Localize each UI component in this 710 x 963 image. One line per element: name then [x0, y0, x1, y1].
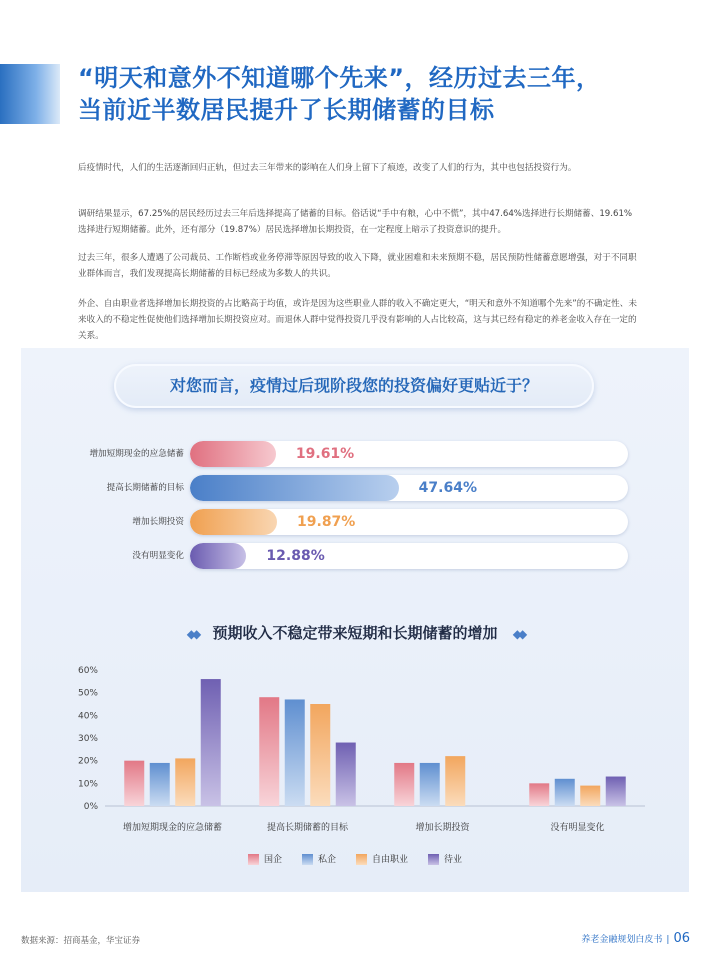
preference-bar-label: 提高长期储蓄的目标: [106, 483, 184, 493]
preference-bar-value: 47.64%: [418, 480, 477, 496]
preference-bar-label: 没有明显变化: [132, 551, 184, 561]
bar-国企: [529, 783, 549, 806]
preference-bar-fill: [190, 441, 276, 467]
legend-label: 待业: [444, 855, 463, 865]
body-paragraph-4: 外企、自由职业者选择增加长期投资的占比略高于均值，或许是因为这些职业人群的收入不确定更大，“明天和意外不知道哪个先来”的不确定性、未来收入的不稳定性促使他们选择增加长期投资应对。而退休人群中觉得投资几乎没有影响的人占比较高，这与其已经有稳定的养老金收入存在一定的关系。: [78, 299, 637, 341]
legend-item: [302, 852, 336, 865]
bar-待业: [336, 743, 356, 806]
bar-私企: [150, 763, 170, 806]
bar-国企: [394, 763, 414, 806]
preference-bar-track: [190, 509, 628, 535]
y-tick-label: 50%: [77, 688, 98, 699]
legend-swatch: [248, 854, 259, 865]
preference-bar-row: [60, 543, 630, 569]
y-tick-label: 30%: [77, 734, 98, 744]
bar-国企: [124, 761, 144, 806]
y-tick-label: 20%: [77, 756, 98, 767]
bar-私企: [555, 779, 575, 806]
legend-item: [428, 852, 462, 865]
x-category-label: 提高长期储蓄的目标: [266, 823, 349, 833]
survey-question: 对您而言，疫情过后现阶段您的投资偏好更贴近于？: [114, 364, 594, 408]
page-title-line-2: 当前近半数居民提升了长期储蓄的目标: [78, 96, 495, 124]
bar-国企: [259, 697, 279, 806]
legend-label: 自由职业: [372, 855, 409, 865]
body-paragraph-2: 调研结果显示，67.25%的居民经历过去三年后选择提高了储蓄的目标。俗话说“手中有粮，心中不慌”，其中47.64%选择进行长期储蓄、19.61%选择进行短期储蓄。此外，还有部分（19.87%）居民选择增加长期投资，在一定程度上暗示了投资意识的提升。: [78, 209, 633, 235]
book-title: 养老金融规划白皮书: [581, 935, 663, 945]
preference-bar-label: 增加长期投资: [132, 517, 184, 527]
x-category-label: 增加短期现金的应急储蓄: [122, 823, 223, 833]
x-category-label: 没有明显变化: [550, 823, 605, 833]
bar-自由职业: [580, 786, 600, 806]
bar-自由职业: [310, 704, 330, 806]
y-tick-label: 0%: [83, 802, 98, 812]
legend-item: [248, 852, 282, 865]
chart-title-text: 预期收入不稳定带来短期和长期储蓄的增加: [212, 624, 498, 642]
preference-bar-value: 19.87%: [297, 514, 356, 530]
page-title-line-1: “明天和意外不知道哪个先来”，经历过去三年，: [78, 64, 601, 92]
preference-bar-row: [60, 441, 630, 467]
preference-bar-track: [190, 475, 628, 501]
occupation-bar-chart: [60, 660, 650, 840]
preference-bar-row: [60, 509, 630, 535]
body-paragraph-1: 后疫情时代，人们的生活逐渐回归正轨，但过去三年带来的影响在人们身上留下了痕迹，改变了人们的行为，其中也包括投资行为。: [78, 163, 577, 173]
legend-swatch: [428, 854, 439, 865]
preference-bar-value: 12.88%: [266, 548, 325, 564]
legend-label: 私企: [317, 855, 336, 865]
preference-bar-fill: [190, 475, 399, 501]
preference-bar-fill: [190, 509, 277, 535]
chart-title: [0, 621, 710, 646]
footer-divider: |: [666, 935, 670, 945]
bar-待业: [201, 679, 221, 806]
body-paragraph-3: 过去三年，很多人遭遇了公司裁员、工作断档或业务停滞等原因导致的收入下降，就业困难和未来预期不稳，居民预防性储蓄意愿增强，对于不同职业群体而言，我们发现提高长期储蓄的目标已经成为多数人的共识。: [78, 253, 637, 279]
preference-bar-row: [60, 475, 630, 501]
diamond-right-icon: ◆◆: [512, 626, 524, 641]
bar-自由职业: [445, 756, 465, 806]
legend-label: 国企: [263, 855, 282, 865]
legend-swatch: [356, 854, 367, 865]
preference-bar-track: [190, 441, 628, 467]
legend-swatch: [302, 854, 313, 865]
x-category-label: 增加长期投资: [415, 823, 470, 833]
bar-自由职业: [175, 758, 195, 806]
preference-bar-track: [190, 543, 628, 569]
bar-私企: [285, 699, 305, 806]
data-source: 数据来源：招商基金，华宝证券: [21, 936, 141, 946]
title-accent-bar: [0, 64, 60, 124]
y-tick-label: 40%: [77, 711, 98, 722]
preference-bar-label: 增加短期现金的应急储蓄: [89, 449, 184, 459]
page-number: 06: [673, 931, 690, 946]
page-title: [78, 62, 678, 126]
legend-item: [356, 852, 408, 865]
diamond-left-icon: ◆◆: [186, 626, 198, 641]
preference-bar-fill: [190, 543, 246, 569]
preference-bar-value: 19.61%: [295, 446, 355, 462]
y-tick-label: 10%: [77, 779, 98, 790]
chart-legend: [0, 852, 710, 865]
y-tick-label: 60%: [77, 666, 98, 676]
footer-page-info: [581, 931, 690, 946]
bar-待业: [606, 777, 626, 806]
bar-私企: [420, 763, 440, 806]
